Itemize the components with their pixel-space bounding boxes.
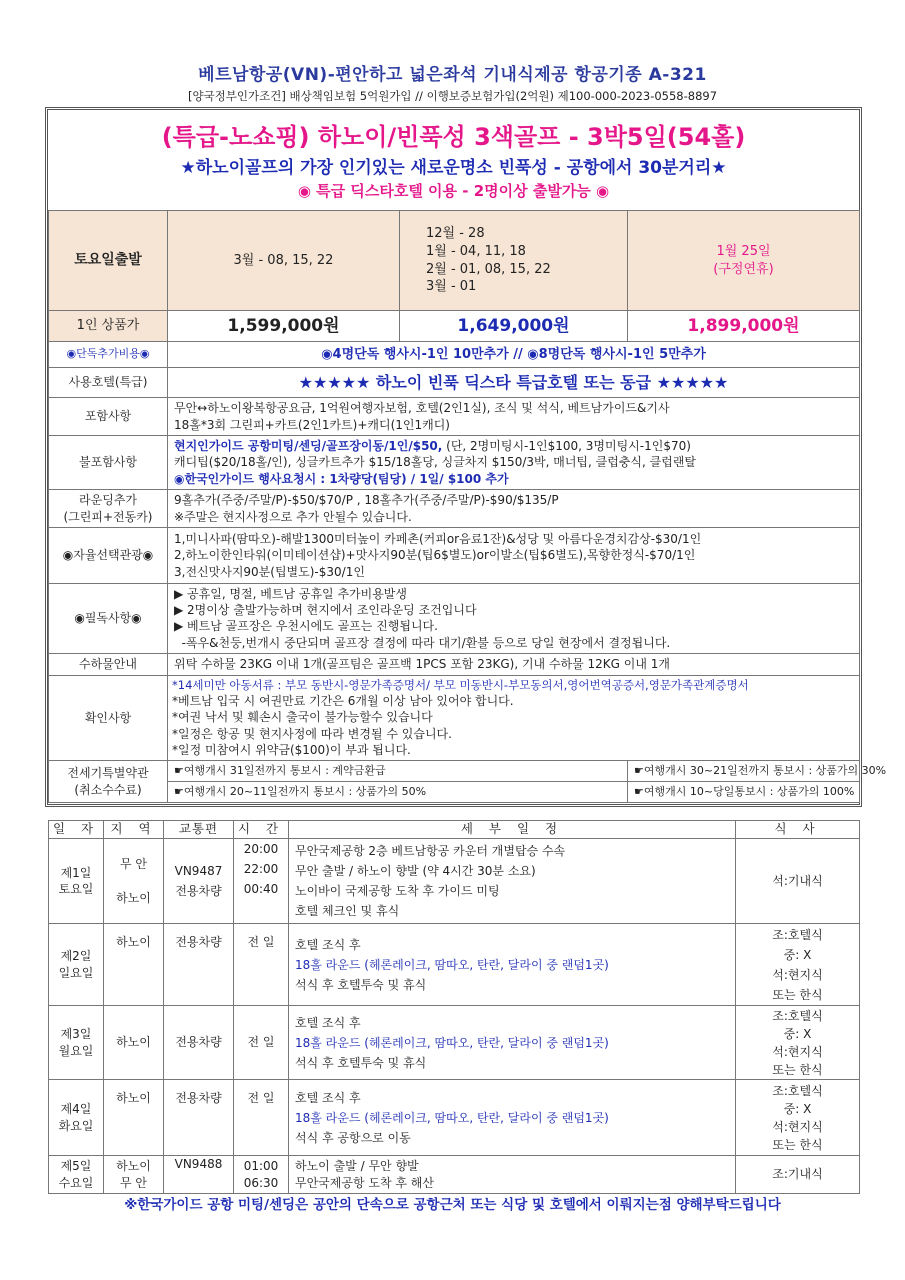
confirm-line: *여권 낙서 및 훼손시 출국이 불가능할수 있습니다 xyxy=(172,710,433,725)
departure-date-line: 12월 - 28 xyxy=(426,226,485,242)
transport: 전용차량 xyxy=(175,884,222,898)
itinerary-day-1 xyxy=(49,839,860,924)
detail-line: 호텔 체크인 및 휴식 xyxy=(295,904,400,918)
hotel-value: ★★★★★ 하노이 빈푹 딕스타 특급호텔 또는 동급 ★★★★★ xyxy=(168,368,860,398)
product-title-main: (특급-노쇼핑) 하노이/빈푹성 3색골프 xyxy=(161,123,561,151)
time-cell: 전 일 xyxy=(234,1006,289,1080)
price-row xyxy=(49,311,860,342)
region: 하노이 xyxy=(116,891,151,905)
transport-cell xyxy=(164,839,234,924)
confirm-line: *일정 미참여시 위약금($100)이 부과 됩니다. xyxy=(172,742,411,757)
meal-line: 또는 한식 xyxy=(772,1137,823,1152)
round-add-label-line: 라운딩추가 xyxy=(79,493,137,508)
optional-tour-line: 1,미니사파(땀따오)-해발1300미터높이 카페촌(커피or음료1잔)&성당 및 아름다운경치감상-$30/1인 xyxy=(174,532,702,547)
extra-cost-row xyxy=(49,342,860,368)
extra-cost-label: ◉단독추가비용◉ xyxy=(49,342,168,368)
cancel-label-line: (취소수수료) xyxy=(74,782,142,797)
included-value xyxy=(168,398,860,436)
golf-round: 18홀 라운드 (헤론레이크, 땀따오, 탄란, 달라이 중 랜덤1곳) xyxy=(295,1035,609,1050)
departure-label: 토요일출발 xyxy=(49,211,168,311)
included-line: 무안↔하노이왕복항공요금, 1억원여행자보험, 호텔(2인1실), 조식 및 석식, 베트남가이드&기사 xyxy=(174,401,670,416)
confirm-label: 확인사항 xyxy=(49,675,168,760)
time: 00:40 xyxy=(243,882,279,896)
extra-cost-value: ◉4명단독 행사시-1인 10만추가 // ◉8명단독 행사시-1인 5만추가 xyxy=(168,342,860,368)
must-read-value xyxy=(168,584,860,654)
meal-cell xyxy=(736,1080,860,1156)
cancel-term-2: ☛여행개시 30~21일전까지 통보시 : 상품가의 30% xyxy=(628,761,860,782)
time-cell: 전 일 xyxy=(234,924,289,1006)
region-cell xyxy=(104,1156,164,1194)
meal-line: 또는 한식 xyxy=(772,1062,823,1077)
header-region: 지 역 xyxy=(104,821,164,839)
transport-cell: 전용차량 xyxy=(164,924,234,1006)
header-date: 일 자 xyxy=(49,821,104,839)
price-1: 1,599,000원 xyxy=(168,311,400,342)
meal-line: 중: X xyxy=(783,947,812,962)
price-label: 1인 상품가 xyxy=(49,311,168,342)
meal-cell: 석:기내식 xyxy=(736,839,860,924)
included-label: 포함사항 xyxy=(49,398,168,436)
day-cell xyxy=(49,1080,104,1156)
meal-line: 중: X xyxy=(783,1101,812,1116)
time-cell xyxy=(234,1156,289,1194)
time-cell xyxy=(234,839,289,924)
round-add-line: 9홀추가(주중/주말/P)-$50/$70/P , 18홀추가(주중/주말/P)-$90/$135/P xyxy=(174,493,559,508)
airline-title: 베트남항공(VN)-편안하고 넓은좌석 기내식제공 항공기종 A-321 xyxy=(198,65,707,85)
itinerary-day-3 xyxy=(49,1006,860,1080)
departure-date-line: (구정연휴) xyxy=(713,261,774,277)
excluded-label: 불포함사항 xyxy=(49,436,168,490)
transport: VN9487 xyxy=(174,864,223,878)
cancel-term-3: ☛여행개시 20~11일전까지 통보시 : 상품가의 50% xyxy=(168,782,628,803)
product-title xyxy=(48,117,859,152)
detail-cell xyxy=(289,839,736,924)
baggage-label: 수하물안내 xyxy=(49,653,168,675)
must-read-line: ▶ 2명이상 출발가능하며 현지에서 조인라운딩 조건입니다 xyxy=(174,603,477,618)
meal-line: 석:현지식 xyxy=(772,967,823,982)
footer-note: ※한국가이드 공항 미팅/센딩은 공안의 단속으로 공항근처 또는 식당 및 호텔에서 이뤄지는점 양해부탁드립니다 xyxy=(124,1197,781,1213)
departure-dates-2 xyxy=(400,211,628,311)
detail-line: 호텔 조식 후 xyxy=(295,937,361,952)
itinerary-day-4 xyxy=(49,1080,860,1156)
day-number: 제3일 xyxy=(60,1027,92,1042)
product-tagline: ◉ 특급 딕스타호텔 이용 - 2명이상 출발가능 ◉ xyxy=(297,182,610,200)
day-cell xyxy=(49,924,104,1006)
day-number: 제5일 xyxy=(60,1159,92,1174)
day-weekday: 화요일 xyxy=(58,1118,94,1133)
day-weekday: 토요일 xyxy=(58,882,94,896)
included-row xyxy=(49,398,860,436)
detail-cell xyxy=(289,1080,736,1156)
cancel-term-1: ☛여행개시 31일전까지 통보시 : 계약금환급 xyxy=(168,761,628,782)
meal-line: 조:호텔식 xyxy=(772,1008,823,1023)
detail-line: 석식 후 호텔투숙 및 휴식 xyxy=(295,977,427,992)
time: 01:00 xyxy=(243,1159,279,1174)
meal-line: 조:호텔식 xyxy=(772,927,823,942)
optional-tour-label: ◉자율선택관광◉ xyxy=(49,528,168,584)
header-detail: 세 부 일 정 xyxy=(289,821,736,839)
meal-cell: 조:기내식 xyxy=(736,1156,860,1194)
transport-cell: VN9488 xyxy=(164,1156,234,1194)
meal-cell xyxy=(736,1006,860,1080)
hotel-label: 사용호텔(특급) xyxy=(49,368,168,398)
product-info-table xyxy=(48,210,887,803)
detail-line: 무안국제공항 도착 후 해산 xyxy=(295,1175,434,1190)
price-2: 1,649,000원 xyxy=(400,311,628,342)
must-read-line: ▶ 공휴일, 명절, 베트남 공휴일 추가비용발생 xyxy=(174,587,407,601)
cancel-label-line: 전세기특별약관 xyxy=(67,766,149,781)
excluded-line: 캐디팁($20/18홀/인), 싱글카트추가 $15/18홀당, 싱글차지 $150/3박, 매너팁, 클럽충식, 클럽랜탈 xyxy=(174,455,697,470)
golf-round: 18홀 라운드 (헤론레이크, 땀따오, 탄란, 달라이 중 랜덤1곳) xyxy=(295,957,609,972)
included-line: 18홀*3회 그린피+카트(2인1카트)+캐디(1인1캐디) xyxy=(174,417,450,432)
region-cell xyxy=(104,839,164,924)
meal-line: 중: X xyxy=(783,1026,812,1041)
detail-line: 석식 후 호텔투숙 및 휴식 xyxy=(295,1055,427,1070)
product-title-duration: 3박5일(54홀) xyxy=(587,123,746,151)
meal-line: 조:호텔식 xyxy=(772,1083,823,1098)
confirm-value xyxy=(168,675,860,760)
optional-tour-line: 2,하노이한인타워(이미테이션샵)+맛사지90분(팁6$별도)or이발소(팁$6별도),목향한정식-$70/1인 xyxy=(174,548,696,563)
itinerary-table xyxy=(48,820,860,1194)
confirm-line: *베트남 입국 시 여권만료 기간은 6개월 이상 남아 있어야 합니다. xyxy=(172,694,514,709)
excluded-guide-note: (단, 2명미팅시-1인$100, 3명미팅시-1인$70) xyxy=(442,439,691,454)
product-title-dash: - xyxy=(560,123,588,151)
baggage-row xyxy=(49,653,860,675)
day-number: 제2일 xyxy=(60,949,92,964)
departure-date-line: 3월 - 01 xyxy=(426,279,477,295)
must-read-line: -폭우&천둥,번개시 중단되며 골프장 결정에 따라 대기/환불 등으로 당일 현장에서 결정됩니다. xyxy=(174,635,671,650)
meal-line: 또는 한식 xyxy=(772,987,823,1002)
excluded-guide-fee: 현지인가이드 공항미팅/센딩/골프장이동/1인/$50, xyxy=(174,439,443,454)
cancel-row-1 xyxy=(49,761,860,782)
departure-dates-1: 3월 - 08, 15, 22 xyxy=(168,211,400,311)
cancel-term-4: ☛여행개시 10~당일통보시 : 상품가의 100% xyxy=(628,782,860,803)
header-transport: 교통편 xyxy=(164,821,234,839)
itinerary-header xyxy=(49,821,860,839)
detail-line: 무안국제공항 2층 베트남항공 카운터 개별탑승 수속 xyxy=(295,844,566,858)
round-add-label xyxy=(49,490,168,528)
baggage-value xyxy=(168,653,860,675)
day-number: 제4일 xyxy=(60,1102,92,1117)
day-cell xyxy=(49,1156,104,1194)
optional-tour-value xyxy=(168,528,860,584)
meal-line: 석:현지식 xyxy=(772,1044,823,1059)
departure-date-line: 1월 25일 xyxy=(716,243,771,259)
meal-cell xyxy=(736,924,860,1006)
time: 06:30 xyxy=(243,1175,279,1190)
baggage-text: 위탁 수하물 23KG 이내 1개(골프팀은 골프백 1PCS 포함 23KG), 기내 수하물 12KG 이내 1개 xyxy=(174,657,671,672)
transport-cell: 전용차량 xyxy=(164,1080,234,1156)
region: 무 안 xyxy=(120,1175,147,1190)
detail-line: 호텔 조식 후 xyxy=(295,1015,361,1030)
round-add-line: ※주말은 현지사정으로 추가 안될수 있습니다. xyxy=(174,509,412,524)
round-add-label-line: (그린피+전동카) xyxy=(63,509,153,524)
header-meal: 식 사 xyxy=(736,821,860,839)
departure-dates-3 xyxy=(628,211,860,311)
must-read-label: ◉필독사항◉ xyxy=(49,584,168,654)
region-cell: 하노이 xyxy=(104,1006,164,1080)
price-3: 1,899,000원 xyxy=(628,311,860,342)
excluded-row xyxy=(49,436,860,490)
excluded-korean-guide: ◉한국인가이드 행사요청시 : 1차량당(팀당) / 1일/ $100 추가 xyxy=(174,471,509,486)
detail-line: 호텔 조식 후 xyxy=(295,1090,361,1105)
detail-line: 노이바이 국제공항 도착 후 가이드 미팅 xyxy=(295,884,500,898)
region: 하노이 xyxy=(116,1159,151,1174)
product-subtitle: ★하노이골프의 가장 인기있는 새로운명소 빈푹성 - 공항에서 30분거리★ xyxy=(180,158,727,178)
detail-cell xyxy=(289,1006,736,1080)
time: 22:00 xyxy=(243,862,279,876)
detail-cell xyxy=(289,924,736,1006)
time: 20:00 xyxy=(243,842,279,856)
region: 무 안 xyxy=(120,856,147,871)
region-cell: 하노이 xyxy=(104,924,164,1006)
round-add-value xyxy=(168,490,860,528)
transport-cell: 전용차량 xyxy=(164,1006,234,1080)
departure-date-line: 1월 - 04, 11, 18 xyxy=(426,243,526,259)
cancel-row-2 xyxy=(49,782,860,803)
header-time: 시 간 xyxy=(234,821,289,839)
must-read-line: ▶ 베트남 골프장은 우천시에도 골프는 진행됩니다. xyxy=(174,619,438,634)
time-cell: 전 일 xyxy=(234,1080,289,1156)
golf-round: 18홀 라운드 (헤론레이크, 땀따오, 탄란, 달라이 중 랜덤1곳) xyxy=(295,1110,609,1125)
must-read-row xyxy=(49,584,860,654)
day-number: 제1일 xyxy=(60,865,92,880)
insurance-line: [양국정부인가조건] 배상책임보험 5억원가입 // 이행보증보험가입(2억원) 제100-000-2023-0558-8897 xyxy=(187,89,718,103)
excluded-value xyxy=(168,436,860,490)
detail-line: 석식 후 공항으로 이동 xyxy=(295,1130,411,1145)
day-weekday: 수요일 xyxy=(58,1175,94,1190)
day-cell xyxy=(49,839,104,924)
detail-line: 하노이 출발 / 무안 향발 xyxy=(295,1159,419,1174)
itinerary-day-2 xyxy=(49,924,860,1006)
confirm-row xyxy=(49,675,860,760)
confirm-line: *일정은 항공 및 현지사정에 따라 변경될 수 있습니다. xyxy=(172,726,452,741)
round-add-row xyxy=(49,490,860,528)
region-cell: 하노이 xyxy=(104,1080,164,1156)
optional-tour-line: 3,전신맛사지90분(팁별도)-$30/1인 xyxy=(174,564,365,579)
itinerary-day-5 xyxy=(49,1156,860,1194)
hotel-row xyxy=(49,368,860,398)
optional-tour-row xyxy=(49,528,860,584)
cancel-label xyxy=(49,761,168,803)
day-weekday: 일요일 xyxy=(58,965,94,980)
detail-cell xyxy=(289,1156,736,1194)
meal-line: 석:현지식 xyxy=(772,1119,823,1134)
detail-line: 무안 출발 / 하노이 향발 (약 4시간 30분 소요) xyxy=(295,864,536,878)
departure-date-line: 2월 - 01, 08, 15, 22 xyxy=(426,261,551,277)
confirm-child-docs: *14세미만 아동서류 : 부모 동반시-영문가족증명서/ 부모 미동반시-부모동의서,영어번역공증서,영문가족관계증명서 xyxy=(172,677,749,692)
departure-row xyxy=(49,211,860,311)
day-weekday: 월요일 xyxy=(58,1043,94,1058)
day-cell xyxy=(49,1006,104,1080)
